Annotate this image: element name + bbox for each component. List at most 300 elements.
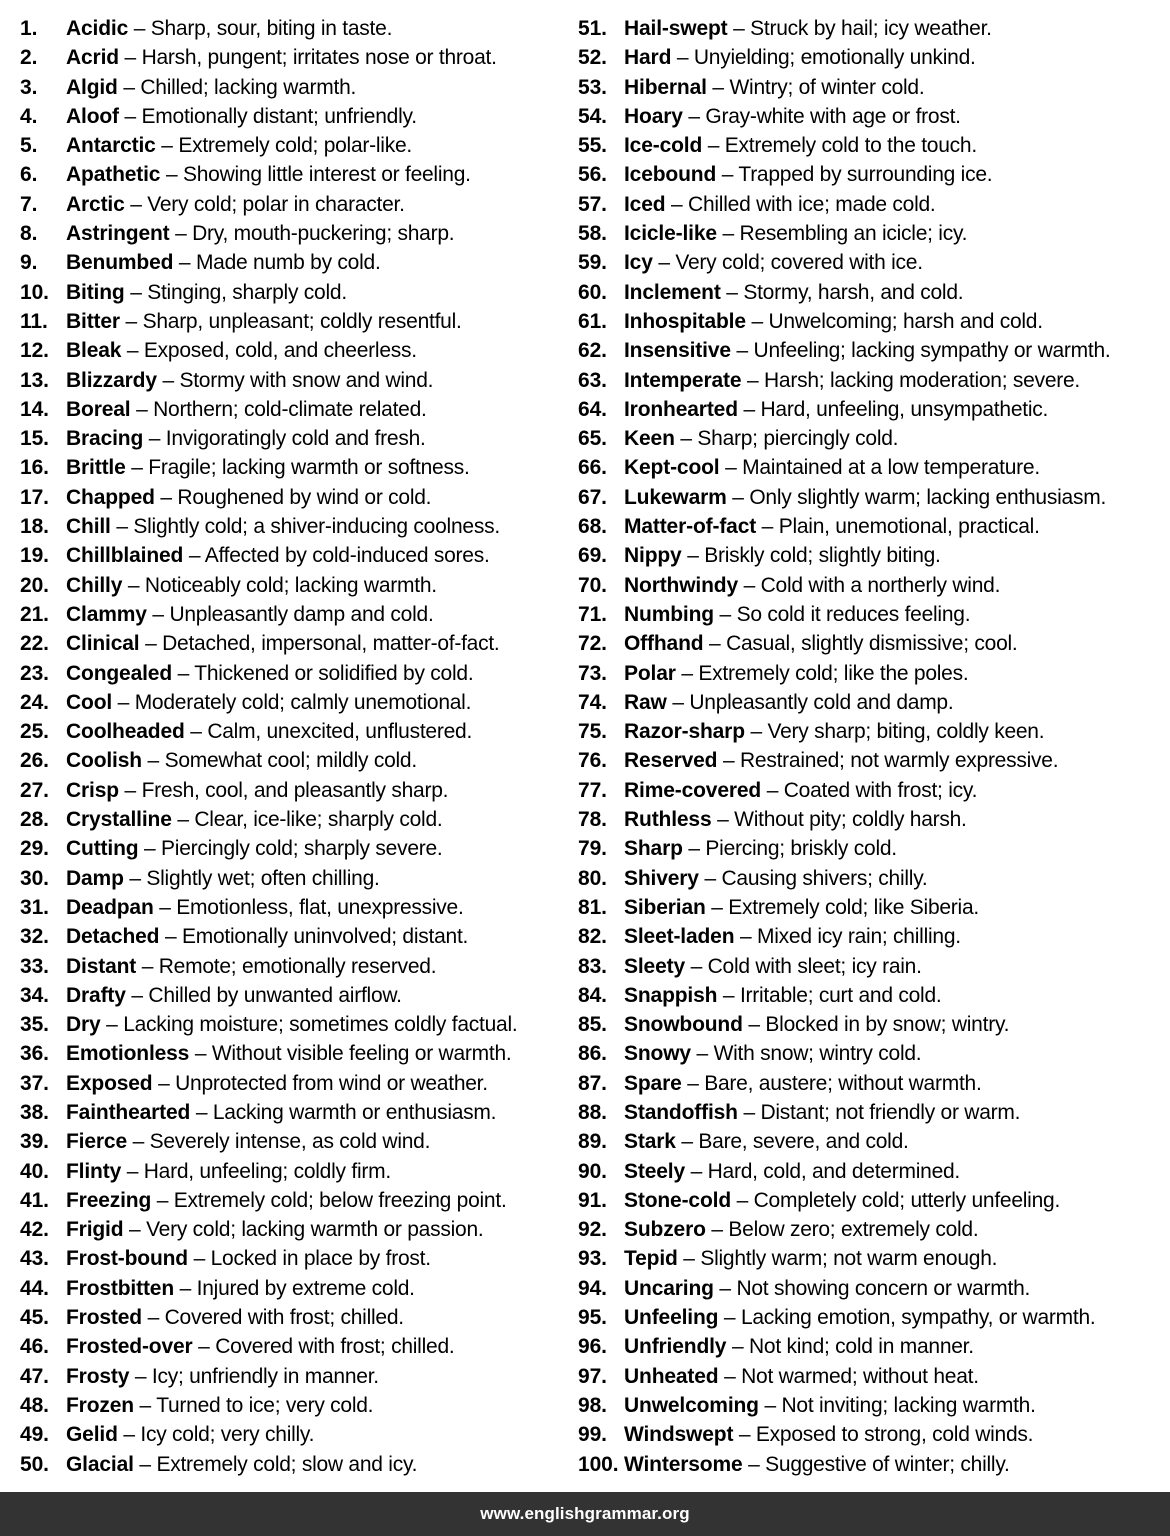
- list-item-definition: Extremely cold; below freezing point.: [173, 1188, 507, 1212]
- list-item-definition: Sharp; piercingly cold.: [697, 427, 899, 451]
- list-item-word: Coolish: [66, 749, 142, 773]
- list-item-definition: Covered with frost; chilled.: [164, 1306, 404, 1330]
- list-item: [578, 219, 1170, 248]
- list-item: [578, 1244, 1170, 1273]
- list-item-number: 76.: [578, 749, 607, 773]
- list-item-definition: Briskly cold; slightly biting.: [704, 544, 941, 568]
- list-item-body: [624, 981, 941, 1010]
- list-item-word: Clinical: [66, 632, 140, 656]
- list-item-definition: Detached, impersonal, matter-of-fact.: [162, 632, 500, 656]
- list-item-definition: Bare, austere; without warmth.: [704, 1071, 982, 1095]
- list-item: [20, 1303, 570, 1332]
- list-item-definition: Emotionally uninvolved; distant.: [181, 925, 469, 949]
- list-item-definition: Struck by hail; icy weather.: [750, 17, 992, 40]
- list-item-definition: Somewhat cool; mildly cold.: [164, 749, 417, 773]
- list-column-left: [0, 14, 570, 1479]
- list-item: [20, 1450, 570, 1479]
- list-column-right: [570, 14, 1170, 1479]
- list-item-body: [66, 776, 448, 805]
- list-item-separator: –: [177, 808, 189, 832]
- list-item: [578, 1362, 1170, 1391]
- list-item-body: [624, 102, 961, 131]
- list-item-body: [66, 73, 356, 102]
- list-item-definition: Dry, mouth-puckering; sharp.: [192, 222, 455, 246]
- list-item-definition: Noticeably cold; lacking warmth.: [144, 573, 437, 597]
- list-item-number: 43.: [20, 1247, 49, 1271]
- list-item-separator: –: [658, 251, 670, 275]
- list-item-separator: –: [131, 456, 143, 480]
- list-item: [578, 1098, 1170, 1127]
- list-item-definition: Extremely cold; polar-like.: [178, 134, 412, 158]
- list-item-word: Emotionless: [66, 1042, 190, 1066]
- list-item-body: [624, 219, 967, 248]
- list-item-number: 21.: [20, 602, 49, 626]
- list-item-body: [624, 688, 953, 717]
- list-item-separator: –: [116, 515, 128, 539]
- list-item: [20, 1186, 570, 1215]
- list-item-separator: –: [739, 925, 752, 949]
- list-item-body: [624, 395, 1048, 424]
- list-item-separator: –: [738, 1423, 751, 1447]
- list-item-definition: Extremely cold; like Siberia.: [728, 895, 979, 919]
- list-item-body: [66, 571, 437, 600]
- list-item-separator: –: [124, 104, 136, 128]
- list-item-word: Fainthearted: [66, 1100, 191, 1124]
- list-item-body: [66, 1450, 417, 1479]
- list-item-word: Aloof: [66, 104, 119, 128]
- list-item-body: [624, 1010, 1009, 1039]
- list-item-separator: –: [130, 280, 142, 304]
- list-item: [20, 864, 570, 893]
- list-item-separator: –: [724, 1364, 736, 1388]
- list-item-body: [66, 1420, 314, 1449]
- list-item-body: [66, 1332, 454, 1361]
- list-item-number: 68.: [578, 515, 607, 539]
- list-item-number: 29.: [20, 837, 49, 861]
- list-item-number: 4.: [20, 104, 38, 128]
- list-item-definition: Wintry; of winter cold.: [729, 75, 925, 99]
- list-item-word: Congealed: [66, 661, 172, 685]
- list-item: [578, 395, 1170, 424]
- list-item-body: [66, 659, 473, 688]
- list-item-word: Boreal: [66, 397, 131, 421]
- list-item-body: [66, 307, 462, 336]
- list-item-definition: Causing shivers; chilly.: [721, 866, 928, 890]
- list-item-body: [624, 1332, 974, 1361]
- list-item-body: [66, 219, 454, 248]
- list-item: [578, 102, 1170, 131]
- list-item-separator: –: [743, 1100, 755, 1124]
- list-item-body: [624, 1157, 960, 1186]
- list-item-number: 63.: [578, 368, 607, 392]
- list-item: [20, 14, 570, 43]
- list-item: [20, 1098, 570, 1127]
- list-item-word: Numbing: [624, 602, 714, 626]
- list-item: [20, 805, 570, 834]
- list-item-definition: Icy cold; very chilly.: [140, 1423, 315, 1447]
- list-item-word: Clammy: [66, 602, 147, 626]
- list-item-definition: Piercing; briskly cold.: [705, 837, 897, 861]
- list-item-definition: Exposed, cold, and cheerless.: [143, 339, 417, 363]
- list-item-word: Distant: [66, 954, 137, 978]
- list-item-body: [624, 629, 1018, 658]
- list-item-number: 7.: [20, 192, 38, 216]
- list-item-definition: Fragile; lacking warmth or softness.: [148, 456, 470, 480]
- list-item-definition: Stormy with snow and wind.: [179, 368, 434, 392]
- list-item-number: 75.: [578, 720, 607, 744]
- list-item-separator: –: [676, 46, 689, 70]
- list-item-number: 35.: [20, 1013, 49, 1037]
- list-item-number: 11.: [20, 309, 48, 333]
- list-item-separator: –: [124, 778, 136, 802]
- list-item-definition: Coated with frost; icy.: [783, 778, 978, 802]
- list-item-body: [66, 366, 433, 395]
- list-item: [578, 336, 1170, 365]
- list-item-number: 59.: [578, 251, 607, 275]
- list-item-word: Frozen: [66, 1393, 134, 1417]
- list-item-separator: –: [690, 954, 703, 978]
- list-item-definition: Unyielding; emotionally unkind.: [693, 46, 976, 70]
- list-item-body: [66, 1274, 415, 1303]
- list-item-number: 50.: [20, 1452, 49, 1476]
- list-item: [578, 541, 1170, 570]
- list-item-separator: –: [132, 1130, 145, 1154]
- list-item-word: Frigid: [66, 1218, 124, 1242]
- list-item-body: [66, 981, 402, 1010]
- list-item-word: Ruthless: [624, 808, 712, 832]
- list-item-separator: –: [147, 749, 159, 773]
- list-item-word: Dry: [66, 1013, 101, 1037]
- list-item-word: Subzero: [624, 1218, 706, 1242]
- list-item-separator: –: [748, 1452, 760, 1476]
- list-item-number: 61.: [578, 309, 607, 333]
- list-item-body: [66, 1391, 373, 1420]
- list-item-separator: –: [195, 1100, 208, 1124]
- list-item-separator: –: [198, 1335, 210, 1359]
- list-item-definition: Very cold; polar in character.: [147, 192, 405, 216]
- list-item-body: [66, 131, 412, 160]
- list-item-body: [624, 1244, 997, 1273]
- list-item-number: 84.: [578, 983, 607, 1007]
- list-item-definition: Cold with a northerly wind.: [760, 573, 1001, 597]
- list-item-definition: Slightly warm; not warm enough.: [700, 1247, 998, 1271]
- list-item: [578, 688, 1170, 717]
- list-item-number: 26.: [20, 749, 49, 773]
- list-item-separator: –: [133, 17, 146, 40]
- list-item-definition: Piercingly cold; sharply severe.: [161, 837, 443, 861]
- list-item-number: 19.: [20, 544, 49, 568]
- list-item-number: 20.: [20, 573, 49, 597]
- list-item-definition: So cold it reduces feeling.: [736, 602, 971, 626]
- list-item: [20, 366, 570, 395]
- list-item-number: 92.: [578, 1218, 607, 1242]
- list-item-body: [624, 922, 961, 951]
- list-item-number: 2.: [20, 46, 38, 70]
- list-item-word: Arctic: [66, 192, 125, 216]
- list-item-separator: –: [717, 808, 729, 832]
- list-item-word: Chilly: [66, 573, 123, 597]
- list-item: [20, 776, 570, 805]
- list-item-body: [624, 307, 1043, 336]
- list-item-separator: –: [127, 573, 140, 597]
- list-item-definition: Not inviting; lacking warmth.: [781, 1393, 1036, 1417]
- list-item-body: [624, 1420, 1033, 1449]
- list-item-definition: Northern; cold-climate related.: [153, 397, 427, 421]
- list-item-body: [624, 131, 977, 160]
- list-item-body: [624, 805, 967, 834]
- list-item-number: 41.: [20, 1188, 49, 1212]
- list-item-definition: Extremely cold; slow and icy.: [156, 1452, 418, 1476]
- list-item-body: [624, 1127, 909, 1156]
- list-item: [578, 1215, 1170, 1244]
- list-item: [578, 1010, 1170, 1039]
- list-item-number: 54.: [578, 104, 607, 128]
- list-item-definition: Remote; emotionally reserved.: [158, 954, 437, 978]
- list-item-separator: –: [178, 251, 191, 275]
- list-item-word: Keen: [624, 427, 675, 451]
- list-item: [20, 1157, 570, 1186]
- list-item: [578, 131, 1170, 160]
- list-item-definition: Sharp, unpleasant; coldly resentful.: [142, 309, 462, 333]
- list-item-number: 16.: [20, 456, 49, 480]
- list-item: [578, 922, 1170, 951]
- list-item-word: Icy: [624, 251, 653, 275]
- list-item: [578, 73, 1170, 102]
- list-item-body: [624, 541, 941, 570]
- list-item-number: 98.: [578, 1393, 607, 1417]
- list-item-separator: –: [743, 397, 755, 421]
- list-item-separator: –: [712, 75, 724, 99]
- list-item: [20, 131, 570, 160]
- list-item: [578, 776, 1170, 805]
- list-item-definition: Thickened or solidified by cold.: [194, 661, 474, 685]
- list-item-definition: Injured by extreme cold.: [196, 1276, 415, 1300]
- list-item-word: Coolheaded: [66, 720, 185, 744]
- list-item: [578, 893, 1170, 922]
- list-item-body: [66, 512, 500, 541]
- list-item-definition: Locked in place by frost.: [210, 1247, 431, 1271]
- list-item-body: [624, 1215, 978, 1244]
- list-item-definition: Severely intense, as cold wind.: [149, 1130, 431, 1154]
- list-item-definition: Very sharp; biting, coldly keen.: [767, 720, 1045, 744]
- list-item-number: 44.: [20, 1276, 49, 1300]
- list-item-separator: –: [746, 368, 759, 392]
- list-item-body: [66, 600, 434, 629]
- list-item-number: 65.: [578, 427, 607, 451]
- list-item-word: Windswept: [624, 1423, 734, 1447]
- list-item: [578, 483, 1170, 512]
- list-item-body: [624, 1362, 979, 1391]
- list-item: [578, 1069, 1170, 1098]
- list-item-definition: Moderately cold; calmly unemotional.: [134, 690, 472, 714]
- list-item-body: [66, 805, 442, 834]
- list-item-number: 72.: [578, 632, 607, 656]
- list-item-body: [624, 14, 992, 43]
- list-item: [20, 1127, 570, 1156]
- list-item-word: Crystalline: [66, 808, 172, 832]
- list-item-word: Detached: [66, 925, 160, 949]
- list-item-definition: Distant; not friendly or warm.: [760, 1100, 1021, 1124]
- list-item-body: [624, 248, 923, 277]
- list-item-number: 51.: [578, 17, 607, 40]
- list-item-body: [66, 43, 497, 72]
- list-item-separator: –: [124, 46, 136, 70]
- list-item-separator: –: [719, 602, 731, 626]
- list-item: [20, 307, 570, 336]
- list-item: [578, 659, 1170, 688]
- list-item-body: [66, 483, 431, 512]
- list-item-number: 56.: [578, 163, 607, 187]
- list-item-definition: Chilled; lacking warmth.: [140, 75, 357, 99]
- list-item-body: [624, 1186, 1060, 1215]
- list-item-body: [624, 366, 1080, 395]
- list-item-definition: Unpleasantly damp and cold.: [169, 602, 434, 626]
- list-item-number: 90.: [578, 1159, 607, 1183]
- list-item-separator: –: [688, 104, 700, 128]
- list-item-word: Ice-cold: [624, 134, 703, 158]
- list-item-body: [66, 952, 436, 981]
- list-item-number: 67.: [578, 485, 607, 509]
- list-item-word: Nippy: [624, 544, 682, 568]
- list-item-word: Uncaring: [624, 1276, 714, 1300]
- list-item-number: 91.: [578, 1188, 607, 1212]
- list-item: [578, 1303, 1170, 1332]
- list-item-number: 14.: [20, 397, 49, 421]
- list-item-separator: –: [159, 895, 171, 919]
- list-item-separator: –: [736, 1188, 749, 1212]
- list-item-body: [624, 1274, 1030, 1303]
- list-item-word: Chapped: [66, 485, 155, 509]
- list-item-word: Rime-covered: [624, 778, 762, 802]
- list-item-body: [66, 424, 426, 453]
- list-item: [578, 1039, 1170, 1068]
- list-item: [578, 1332, 1170, 1361]
- list-item-body: [66, 1069, 488, 1098]
- list-item-word: Frosted: [66, 1306, 142, 1330]
- list-item-word: Deadpan: [66, 895, 154, 919]
- list-item: [20, 278, 570, 307]
- list-item-word: Sleety: [624, 954, 685, 978]
- list-item: [578, 600, 1170, 629]
- list-item-word: Acrid: [66, 46, 119, 70]
- list-item-word: Tepid: [624, 1247, 678, 1271]
- list-item-separator: –: [704, 866, 716, 890]
- list-item: [20, 512, 570, 541]
- list-item-word: Siberian: [624, 895, 706, 919]
- list-item-body: [624, 746, 1058, 775]
- list-item-definition: Not kind; cold in manner.: [748, 1335, 974, 1359]
- list-item-definition: Casual, slightly dismissive; cool.: [726, 632, 1018, 656]
- list-item-word: Bracing: [66, 427, 144, 451]
- list-item-number: 45.: [20, 1306, 49, 1330]
- list-item-number: 25.: [20, 720, 49, 744]
- footer-bar: [0, 1492, 1170, 1536]
- list-item-definition: Resembling an icicle; icy.: [739, 222, 968, 246]
- list-item-number: 39.: [20, 1130, 49, 1154]
- list-item-number: 64.: [578, 397, 607, 421]
- list-item-word: Iced: [624, 192, 666, 216]
- list-item-number: 83.: [578, 954, 607, 978]
- list-item-number: 40.: [20, 1159, 49, 1183]
- list-item-body: [66, 1215, 483, 1244]
- list-item-separator: –: [158, 1071, 170, 1095]
- list-item-word: Drafty: [66, 983, 126, 1007]
- list-item-body: [624, 278, 963, 307]
- list-item-body: [624, 1039, 921, 1068]
- list-item-separator: –: [748, 1013, 760, 1037]
- list-item: [578, 864, 1170, 893]
- list-item-definition: Clear, ice-like; sharply cold.: [194, 808, 443, 832]
- list-item-definition: Hard, unfeeling, unsympathetic.: [760, 397, 1049, 421]
- list-item-body: [624, 864, 928, 893]
- list-item-number: 18.: [20, 515, 49, 539]
- list-item-definition: Stormy, harsh, and cold.: [743, 280, 964, 304]
- list-item-separator: –: [725, 456, 737, 480]
- list-item-number: 94.: [578, 1276, 607, 1300]
- list-item-definition: Completely cold; utterly unfeeling.: [753, 1188, 1061, 1212]
- list-item-number: 10.: [20, 280, 49, 304]
- list-item-separator: –: [726, 280, 738, 304]
- list-item-body: [624, 952, 922, 981]
- list-item-separator: –: [764, 1393, 776, 1417]
- list-item-body: [66, 922, 468, 951]
- list-item-separator: –: [131, 983, 143, 1007]
- list-item-definition: Harsh; lacking moderation; severe.: [764, 368, 1081, 392]
- list-item-separator: –: [162, 368, 174, 392]
- list-item-definition: Hard, cold, and determined.: [707, 1159, 961, 1183]
- list-item-definition: Lacking moisture; sometimes coldly factual.: [123, 1013, 518, 1037]
- list-item-definition: Bare, severe, and cold.: [698, 1130, 909, 1154]
- list-item-body: [624, 1098, 1020, 1127]
- list-item-separator: –: [722, 749, 735, 773]
- list-item-separator: –: [683, 1247, 695, 1271]
- list-item-number: 88.: [578, 1100, 607, 1124]
- list-item-separator: –: [732, 485, 744, 509]
- list-item-separator: –: [136, 397, 148, 421]
- list-item-number: 73.: [578, 661, 607, 685]
- list-item-word: Gelid: [66, 1423, 118, 1447]
- list-item-number: 96.: [578, 1335, 607, 1359]
- list-item-body: [66, 629, 500, 658]
- list-item-word: Inhospitable: [624, 309, 746, 333]
- list-item-word: Sleet-laden: [624, 925, 735, 949]
- list-item-word: Benumbed: [66, 251, 174, 275]
- list-item: [20, 102, 570, 131]
- list-item: [578, 190, 1170, 219]
- list-item: [20, 395, 570, 424]
- list-item-number: 80.: [578, 866, 607, 890]
- list-item-separator: –: [193, 1247, 206, 1271]
- list-item-definition: Only slightly warm; lacking enthusiasm.: [749, 485, 1107, 509]
- list-item-word: Icicle-like: [624, 222, 717, 246]
- list-item-body: [624, 717, 1044, 746]
- list-item-word: Chill: [66, 515, 111, 539]
- list-item-separator: –: [175, 222, 187, 246]
- list-item: [578, 629, 1170, 658]
- list-item: [20, 952, 570, 981]
- list-item-body: [66, 1303, 404, 1332]
- list-item-body: [66, 248, 381, 277]
- list-item: [20, 1069, 570, 1098]
- list-item: [20, 219, 570, 248]
- list-item-word: Raw: [624, 690, 667, 714]
- list-item-word: Crisp: [66, 778, 119, 802]
- list-item-number: 8.: [20, 222, 38, 246]
- list-item-number: 15.: [20, 427, 49, 451]
- list-item-separator: –: [123, 75, 135, 99]
- list-item-number: 62.: [578, 339, 607, 363]
- list-item-definition: With snow; wintry cold.: [713, 1042, 922, 1066]
